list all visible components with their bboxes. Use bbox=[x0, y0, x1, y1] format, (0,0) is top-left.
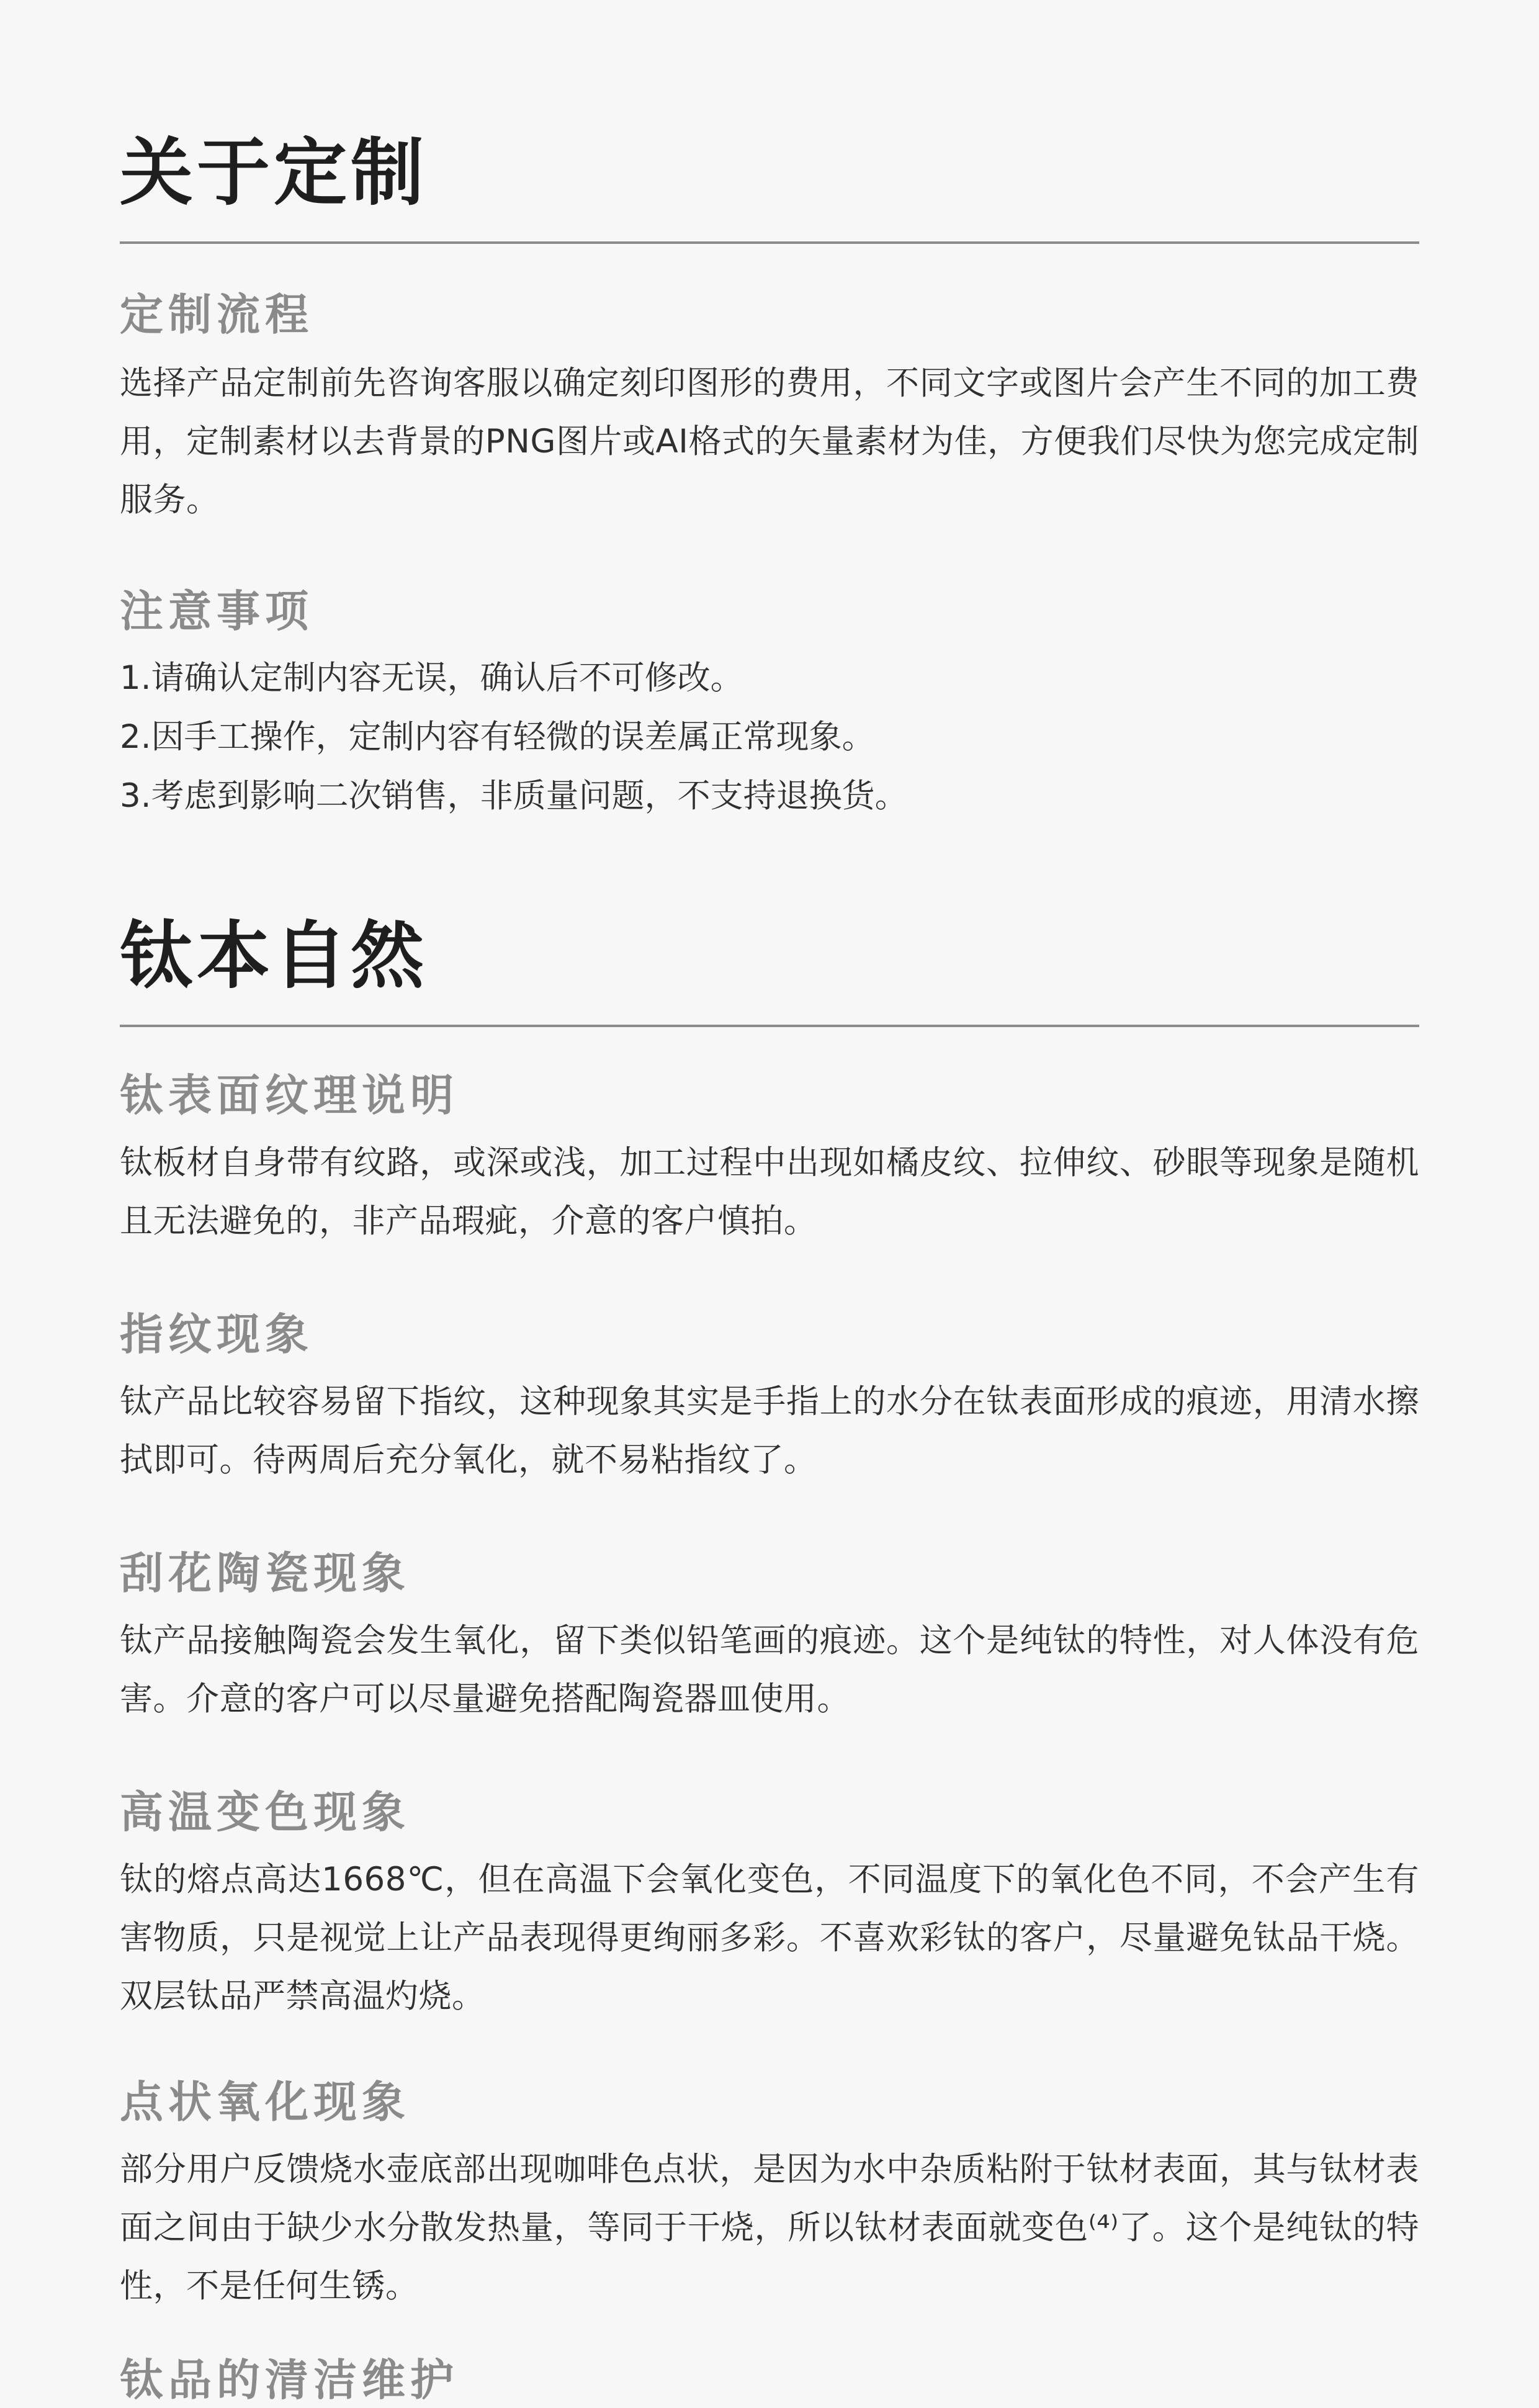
section-title-titanium: 钛本自然 bbox=[120, 912, 428, 999]
texture-description: 钛板材自身带有纹路，或深或浅，加工过程中出现如橘皮纹、拉伸纹、砂眼等现象是随机且无法避免的，非产品瑕疵，介意的客户慎拍。 bbox=[120, 1144, 1419, 1240]
heat-color-description: 钛的熔点高达1668℃，但在高温下会氧化变色，不同温度下的氧化色不同，不会产生有害物质，只是视觉上让产品表现得更绚丽多彩。不喜欢彩钛的客户，尽量避免钛品干烧。双层钛品严禁高温灼烧。 bbox=[120, 1861, 1419, 2015]
subsection-title-texture: 钛表面纹理说明 bbox=[120, 1070, 459, 1121]
flow-description: 选择产品定制前先咨询客服以确定刻印图形的费用，不同文字或图片会产生不同的加工费用，定制素材以去背景的PNG图片或AI格式的矢量素材为佳，方便我们尽快为您完成定制服务。 bbox=[120, 364, 1419, 519]
fingerprint-description: 钛产品比较容易留下指纹，这种现象其实是手指上的水分在钛表面形成的痕迹，用清水擦拭即可。待两周后充分氧化，就不易粘指纹了。 bbox=[120, 1383, 1419, 1479]
note-item: 1.请确认定制内容无误，确认后不可修改。 bbox=[120, 659, 743, 697]
spot-oxidation-description: 部分用户反馈烧水壶底部出现咖啡色点状，是因为水中杂质粘附于钛材表面，其与钛材表面之间由于缺少水分散发热量，等同于干烧，所以钛材表面就变色⁽⁴⁾了。这个是纯钛的特性，不是任何生锈。 bbox=[120, 2150, 1419, 2305]
ceramic-description: 钛产品接触陶瓷会发生氧化，留下类似铅笔画的痕迹。这个是纯钛的特性，对人体没有危害。介意的客户可以尽量避免搭配陶瓷器皿使用。 bbox=[120, 1622, 1419, 1718]
subsection-title-notes: 注意事项 bbox=[120, 586, 313, 637]
section-title-customization: 关于定制 bbox=[120, 129, 428, 215]
note-item: 2.因手工操作，定制内容有轻微的误差属正常现象。 bbox=[120, 718, 875, 756]
subsection-title-ceramic: 刮花陶瓷现象 bbox=[120, 1548, 410, 1599]
subsection-title-fingerprint: 指纹现象 bbox=[120, 1309, 313, 1360]
subsection-title-cleaning: 钛品的清洁维护 bbox=[120, 2355, 459, 2406]
section-divider bbox=[120, 241, 1419, 244]
subsection-title-flow: 定制流程 bbox=[120, 289, 313, 340]
note-item: 3.考虑到影响二次销售，非质量问题，不支持退换货。 bbox=[120, 777, 908, 815]
section-divider bbox=[120, 1025, 1419, 1027]
subsection-title-heat-color: 高温变色现象 bbox=[120, 1787, 410, 1838]
subsection-title-spot-oxidation: 点状氧化现象 bbox=[120, 2077, 410, 2127]
